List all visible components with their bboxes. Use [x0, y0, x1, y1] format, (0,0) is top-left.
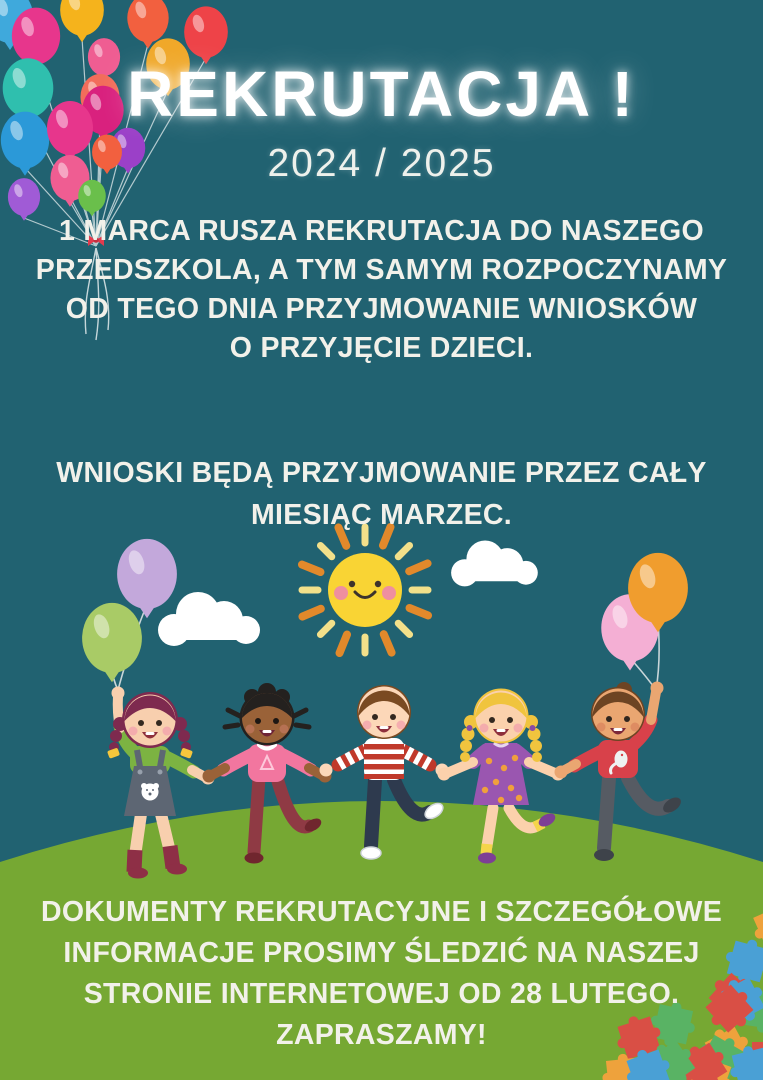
cloud-right: [451, 541, 538, 587]
intro-line: OD TEGO DNIA PRZYJMOWANIE WNIOSKÓW: [65, 293, 698, 325]
footer-line: DOKUMENTY REKRUTACYJNE I SZCZEGÓŁOWE: [40, 896, 723, 928]
poster-title: REKRUTACJA !: [127, 58, 636, 130]
applications-paragraph: [0, 452, 763, 536]
intro-line: O PRZYJĘCIE DZIECI.: [229, 332, 534, 364]
cloud-left: [158, 592, 260, 646]
balloon-purple: [117, 539, 177, 618]
footer-line: INFORMACJE PROSIMY ŚLEDZIĆ NA NASZEJ: [63, 937, 700, 969]
intro-line: PRZEDSZKOLA, A TYM SAMYM ROZPOCZYNAMY: [35, 254, 728, 286]
footer-line: ZAPRASZAMY!: [276, 1019, 487, 1051]
applications-line: MIESIĄC MARZEC.: [251, 499, 512, 531]
balloon-green: [82, 603, 142, 682]
applications-line: WNIOSKI BĘDĄ PRZYJMOWANIE PRZEZ CAŁY: [56, 457, 707, 489]
footer-line: STRONIE INTERNETOWEJ OD 28 LUTEGO.: [83, 978, 680, 1010]
intro-paragraph: [0, 212, 763, 368]
sun-icon: [302, 527, 428, 653]
footer-paragraph: [0, 892, 763, 1056]
intro-line: 1 MARCA RUSZA REKRUTACJA DO NASZEGO: [59, 215, 704, 247]
school-year: 2024 / 2025: [267, 142, 496, 185]
